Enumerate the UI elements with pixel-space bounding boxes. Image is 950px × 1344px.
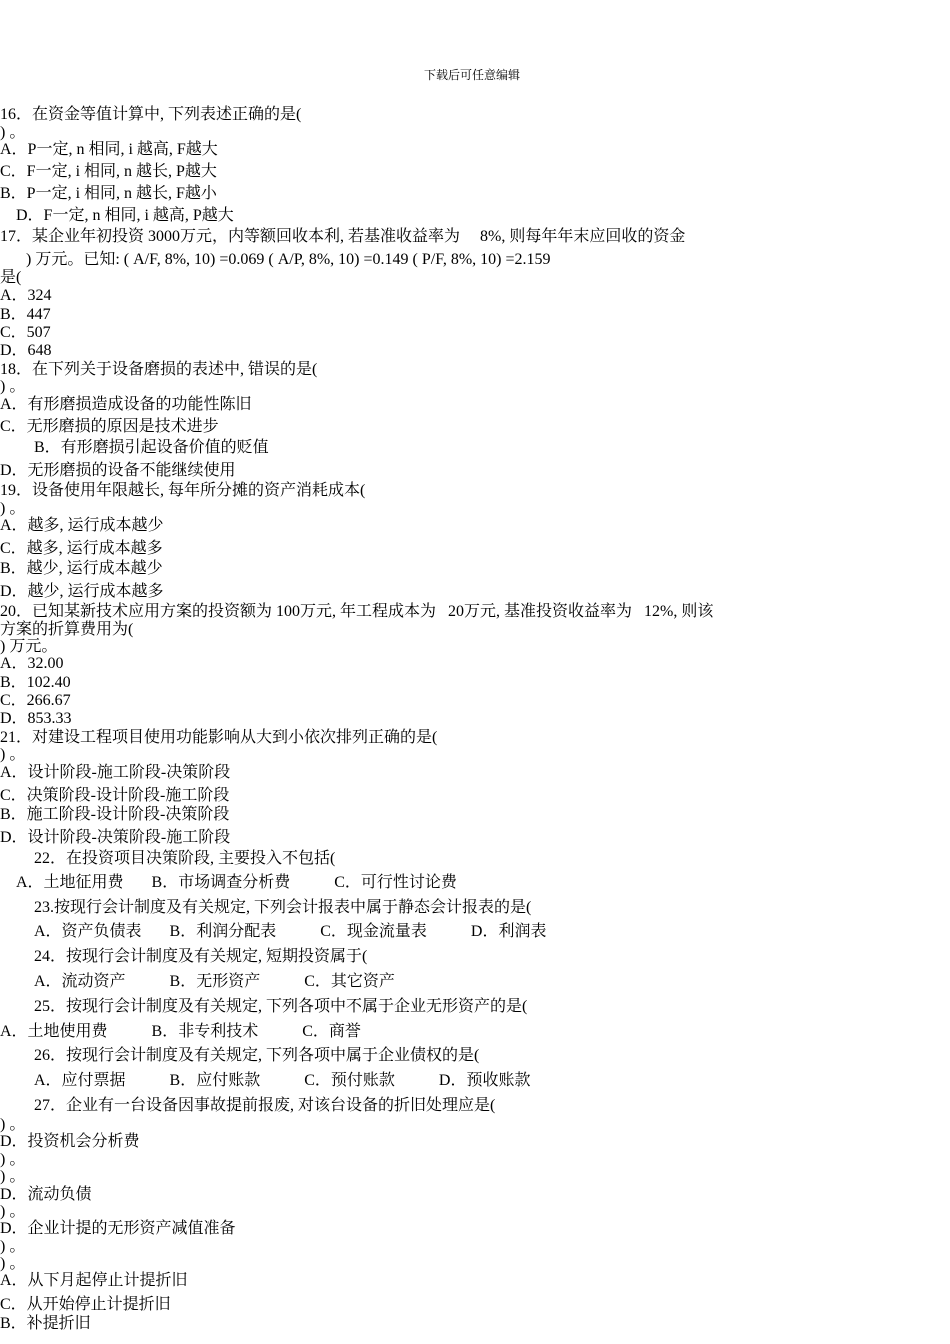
q26-options: A．应付票据 B．应付账款 C．预付账款 D．预收账款 — [34, 1072, 531, 1089]
overflow-line-1: ) 。 — [0, 1116, 26, 1133]
q19-stem: 19．设备使用年限越长, 每年所分摊的资产消耗成本( — [0, 482, 366, 499]
q20-option-d: D．853.33 — [0, 710, 72, 727]
q17-option-a: A．324 — [0, 287, 52, 304]
q25-option-d: D．企业计提的无形资产减值准备 — [0, 1220, 236, 1237]
q16-option-d: D．F一定, n 相同, i 越高, P越大 — [16, 207, 234, 224]
overflow-line-5: ) 。 — [0, 1238, 26, 1255]
q25-stem: 25．按现行会计制度及有关规定, 下列各项中不属于企业无形资产的是( — [34, 998, 528, 1015]
q27-option-b: B．补提折旧 — [0, 1315, 91, 1332]
q19-option-b: B．越少, 运行成本越少 — [0, 560, 163, 577]
q21-option-d: D．设计阶段-决策阶段-施工阶段 — [0, 829, 231, 846]
q17-stem: 17．某企业年初投资 3000万元，内等额回收本利, 若基准收益率为 8%, 则每年年末应回收的资金 — [0, 228, 686, 245]
q20-option-c: C．266.67 — [0, 692, 71, 709]
q18-option-b: B．有形磨损引起设备价值的贬值 — [34, 439, 269, 456]
overflow-line-3: ) 。 — [0, 1168, 26, 1185]
q18-stem: 18．在下列关于设备磨损的表述中, 错误的是( — [0, 361, 318, 378]
page-header: 下载后可任意编辑 — [424, 68, 521, 82]
q17-option-d: D．648 — [0, 342, 52, 359]
q16-stem-end: ) 。 — [0, 124, 26, 141]
overflow-line-2: ) 。 — [0, 1151, 26, 1168]
q18-option-a: A．有形磨损造成设备的功能性陈旧 — [0, 396, 252, 413]
q24-stem: 24．按现行会计制度及有关规定, 短期投资属于( — [34, 948, 368, 965]
q22-options: A．土地征用费 B．市场调查分析费 C．可行性讨论费 — [16, 874, 457, 891]
q20-option-b: B．102.40 — [0, 674, 71, 691]
q22-stem: 22．在投资项目决策阶段, 主要投入不包括( — [34, 850, 336, 867]
q19-option-d: D．越少, 运行成本越多 — [0, 583, 164, 600]
q20-option-a: A．32.00 — [0, 655, 64, 672]
q24-options: A．流动资产 B．无形资产 C．其它资产 — [34, 973, 395, 990]
q21-option-a: A．设计阶段-施工阶段-决策阶段 — [0, 764, 231, 781]
q17-stem-end: 是( — [0, 269, 22, 286]
q22-option-d: D．投资机会分析费 — [0, 1133, 140, 1150]
q20-stem-end: ) 万元。 — [0, 638, 58, 655]
q19-stem-end: ) 。 — [0, 500, 26, 517]
q21-option-c: C．决策阶段-设计阶段-施工阶段 — [0, 787, 230, 804]
q23-stem: 23.按现行会计制度及有关规定, 下列会计报表中属于静态会计报表的是( — [34, 899, 532, 916]
q16-stem: 16．在资金等值计算中, 下列表述正确的是( — [0, 106, 302, 123]
q17-stem-given: ) 万元。已知: ( A/F, 8%, 10) =0.069 ( A/P, 8%, 10) =0.149 ( P/F, 8%, 10) =2.159 — [26, 251, 551, 268]
q16-option-c: C．F一定, i 相同, n 越长, P越大 — [0, 163, 217, 180]
q26-stem: 26．按现行会计制度及有关规定, 下列各项中属于企业债权的是( — [34, 1047, 480, 1064]
q19-option-a: A．越多, 运行成本越少 — [0, 517, 164, 534]
q19-option-c: C．越多, 运行成本越多 — [0, 540, 163, 557]
q25-options: A．土地使用费 B．非专利技术 C．商誉 — [0, 1023, 361, 1040]
q21-option-b: B．施工阶段-设计阶段-决策阶段 — [0, 806, 230, 823]
q27-option-c: C．从开始停止计提折旧 — [0, 1296, 171, 1313]
q16-option-b: B．P一定, i 相同, n 越长, F越小 — [0, 185, 217, 202]
q21-stem-end: ) 。 — [0, 746, 26, 763]
q18-option-d: D．无形磨损的设备不能继续使用 — [0, 462, 236, 479]
q20-stem-cont: 方案的折算费用为( — [0, 621, 134, 638]
q20-stem: 20．已知某新技术应用方案的投资额为 100万元, 年工程成本为 20万元, 基准投资收益率为 12%, 则该 — [0, 603, 714, 620]
q21-stem: 21．对建设工程项目使用功能影响从大到小依次排列正确的是( — [0, 729, 438, 746]
overflow-line-6: ) 。 — [0, 1255, 26, 1272]
q27-option-a: A．从下月起停止计提折旧 — [0, 1272, 188, 1289]
q18-stem-end: ) 。 — [0, 378, 26, 395]
overflow-line-4: ) 。 — [0, 1203, 26, 1220]
q18-option-c: C．无形磨损的原因是技术进步 — [0, 418, 219, 435]
q23-options: A．资产负债表 B．利润分配表 C．现金流量表 D．利润表 — [34, 923, 547, 940]
q16-option-a: A．P一定, n 相同, i 越高, F越大 — [0, 141, 218, 158]
q24-option-d: D．流动负债 — [0, 1186, 92, 1203]
q17-option-c: C．507 — [0, 324, 51, 341]
q17-option-b: B．447 — [0, 306, 51, 323]
q27-stem: 27．企业有一台设备因事故提前报废, 对该台设备的折旧处理应是( — [34, 1097, 496, 1114]
